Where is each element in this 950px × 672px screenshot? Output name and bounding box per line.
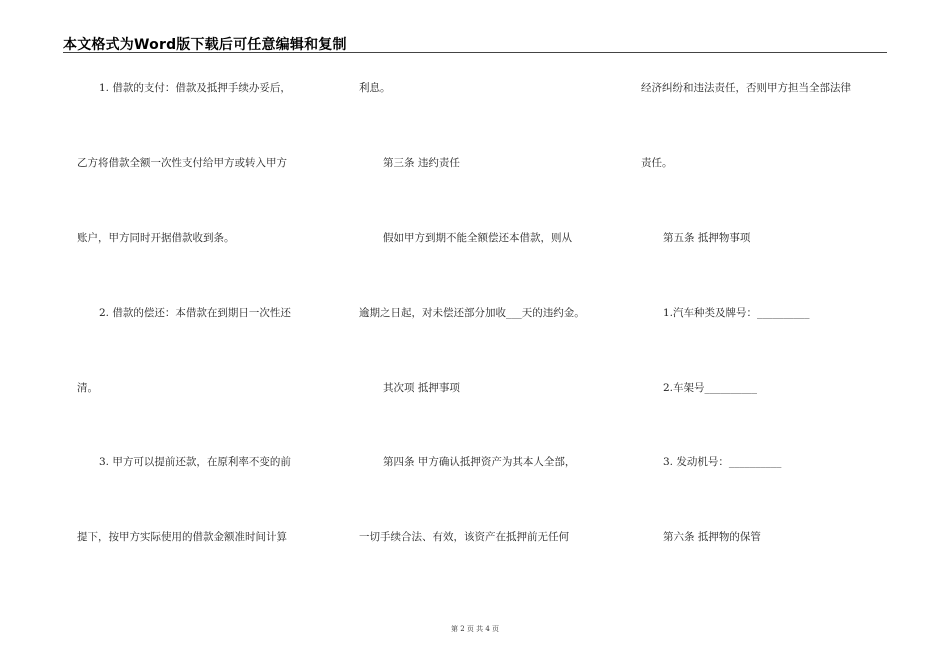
col1-line-2: 乙方将借款全额一次性支付给甲方或转入甲方 [77,157,287,169]
col3-line-1: 经济纠纷和违法责任，否则甲方担当全部法律 [641,82,851,94]
col2-line-2: 第三条 违约责任 [383,157,460,169]
col3-line-4: 1.汽车种类及牌号：__________ [663,307,810,319]
col2-line-3: 假如甲方到期不能全额偿还本借款，则从 [383,232,572,244]
col1-line-7: 提下，按甲方实际使用的借款金额准时间计算 [77,531,287,543]
page-number: 第 2 页 共 4 页 [450,625,500,633]
document-header-title: 本文格式为Word版下载后可任意编辑和复制 [63,37,347,53]
col3-line-6: 3. 发动机号：__________ [663,456,782,468]
col3-line-5: 2.车架号__________ [663,382,758,394]
col3-line-7: 第六条 抵押物的保管 [663,531,761,543]
col2-line-1: 利息。 [359,82,391,94]
header-divider [63,52,887,53]
col2-line-6: 第四条 甲方确认抵押资产为其本人全部， [383,456,576,468]
col1-line-4: 2. 借款的偿还：本借款在到期日一次性还 [99,307,291,319]
col1-line-5: 清。 [77,382,98,394]
col1-line-6: 3. 甲方可以提前还款，在原利率不变的前 [99,456,291,468]
col1-line-3: 账户，甲方同时开据借款收到条。 [77,232,235,244]
col2-line-4: 逾期之日起，对未偿还部分加收___天的违约金。 [359,307,585,319]
col3-line-3: 第五条 抵押物事项 [663,232,751,244]
col3-line-2: 责任。 [641,157,673,169]
col2-line-5: 其次项 抵押事项 [383,382,460,394]
col1-line-1: 1. 借款的支付：借款及抵押手续办妥后， [99,82,291,94]
col2-line-7: 一切手续合法、有效，该资产在抵押前无任何 [359,531,569,543]
